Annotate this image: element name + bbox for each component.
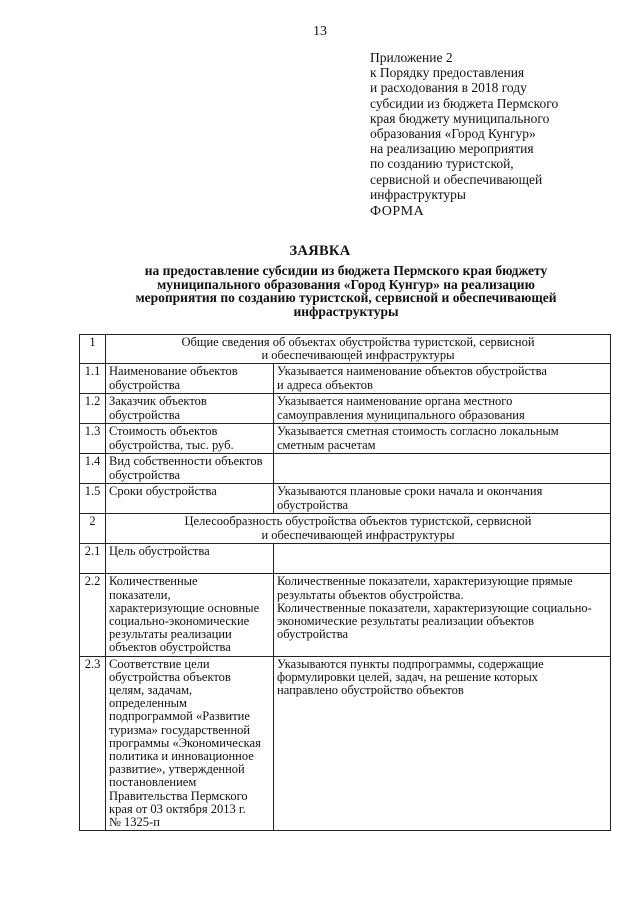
row-name: Цель обустройства: [106, 544, 274, 574]
table-row: [80, 424, 611, 454]
row-number: 2.3: [80, 656, 106, 831]
section-number: 2: [80, 514, 106, 544]
row-description: [274, 544, 611, 574]
application-form-table: [79, 334, 611, 831]
section-header-row: [80, 335, 611, 364]
table-row: [80, 364, 611, 394]
section-number: 1: [80, 335, 106, 364]
row-number: 1.1: [80, 364, 106, 394]
page-number: 13: [313, 24, 327, 39]
table-row: [80, 394, 611, 424]
table-row: [80, 574, 611, 656]
appendix-header: Приложение 2 к Порядку предоставления и расходования в 2018 году субсидии из бюджета Пермского края бюджету муниципального образования «Город Кунгур» на реализацию мероприятия по созданию туристской, сервисной и обеспечивающей инфраструктуры: [370, 50, 559, 202]
row-description: [274, 454, 611, 484]
row-number: 2.1: [80, 544, 106, 574]
row-name: Соответствие цели обустройства объектов целям, задачам, определенным подпрограммой «Развитие туризма» государственной программы «Экономическая политика и инновационное развитие», утвержденной постановлением Правительства Пермского края от 03 октября 2013 г. № 1325-п: [106, 656, 274, 831]
row-number: 1.5: [80, 484, 106, 514]
row-description: Указывается сметная стоимость согласно локальным сметным расчетам: [274, 424, 611, 454]
row-name: Вид собственности объектов обустройства: [106, 454, 274, 484]
table-row: [80, 656, 611, 831]
row-number: 1.2: [80, 394, 106, 424]
table-row: [80, 484, 611, 514]
row-number: 1.4: [80, 454, 106, 484]
section-title: Общие сведения об объектах обустройства туристской, сервисной и обеспечивающей инфраструктуры: [106, 335, 611, 364]
row-name: Сроки обустройства: [106, 484, 274, 514]
row-name: Количественные показатели, характеризующие основные социально-экономические результаты реализации объектов обустройства: [106, 574, 274, 656]
form-label: ФОРМА: [370, 204, 425, 219]
section-header-row: [80, 514, 611, 544]
row-description: Указываются пункты подпрограммы, содержащие формулировки целей, задач, на решение которых направлено обустройство объектов: [274, 656, 611, 831]
row-number: 1.3: [80, 424, 106, 454]
row-description: Указывается наименование органа местного самоуправления муниципального образования: [274, 394, 611, 424]
row-description: Указывается наименование объектов обустройства и адреса объектов: [274, 364, 611, 394]
section-title: Целесообразность обустройства объектов туристской, сервисной и обеспечивающей инфраструктуры: [106, 514, 611, 544]
document-title: ЗАЯВКА: [289, 243, 351, 259]
row-name: Заказчик объектов обустройства: [106, 394, 274, 424]
row-number: 2.2: [80, 574, 106, 656]
row-name: Наименование объектов обустройства: [106, 364, 274, 394]
row-description: Указываются плановые сроки начала и окончания обустройства: [274, 484, 611, 514]
row-name: Стоимость объектов обустройства, тыс. руб.: [106, 424, 274, 454]
document-subtitle: на предоставление субсидии из бюджета Пермского края бюджету муниципального образования «Город Кунгур» на реализацию мероприятия по созданию туристской, сервисной и обеспечивающей инфраструктуры: [135, 263, 557, 319]
table-row: [80, 454, 611, 484]
table-row: [80, 544, 611, 574]
row-description: Количественные показатели, характеризующие прямые результаты объектов обустройства. Количественные показатели, характеризующие социально- экономические результаты реализации объектов обустройства: [274, 574, 611, 656]
